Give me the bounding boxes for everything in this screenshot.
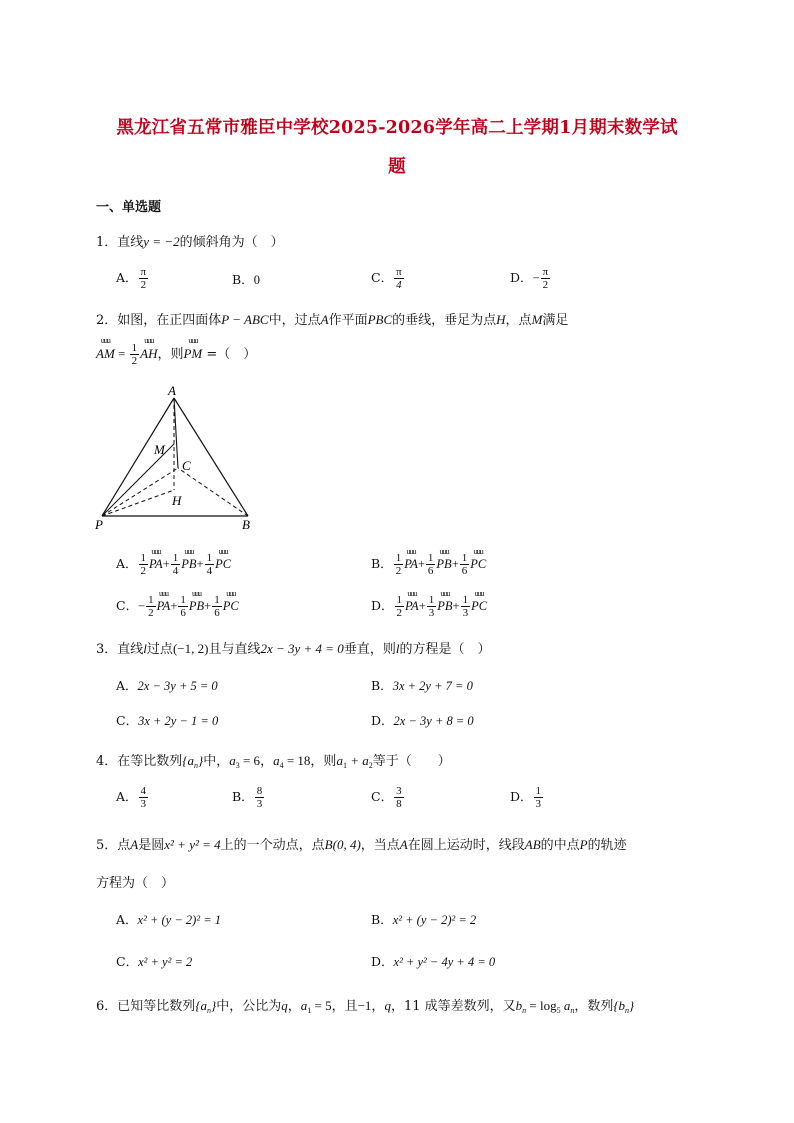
- q2-option-d[interactable]: D． $\frac{1}{2}$ uuu PA+ $\frac{1}{3}$ uuu PB+ $\frac{1}{3}$ uuu PC: [371, 594, 487, 619]
- q5-option-c[interactable]: C．x² + y² = 2: [116, 954, 193, 969]
- label-M: M: [154, 442, 165, 457]
- label-H: H: [172, 493, 182, 508]
- q4-option-c[interactable]: C． $\frac{3}{8}$: [371, 785, 402, 810]
- q1-option-c[interactable]: C． $\frac{\pi}{4}$: [371, 266, 402, 291]
- q3-option-a[interactable]: A．2x − 3y + 5 = 0: [116, 678, 218, 693]
- q4-option-b[interactable]: B． $\frac{8}{3}$: [232, 785, 263, 810]
- q2-option-b[interactable]: B． $\frac{1}{2}$ uuu PA+ $\frac{1}{6}$ uuu PB+ $\frac{1}{6}$ uuu PC: [371, 552, 486, 577]
- segment-PH: [102, 490, 174, 516]
- q1-option-d[interactable]: D．− $\frac{\pi}{2}$: [510, 266, 549, 291]
- section-heading: 一、单选题: [96, 200, 162, 215]
- q5-option-b[interactable]: B．x² + (y − 2)² = 2: [371, 912, 477, 927]
- edge-PC: [102, 468, 178, 516]
- q3-option-b[interactable]: B．3x + 2y + 7 = 0: [371, 678, 473, 693]
- label-C: C: [182, 458, 191, 473]
- question-2-line-2: uuu AM = $\frac{1}{2}$ uuu AH，则uuu PM =（ ）: [96, 342, 256, 367]
- q2-option-c[interactable]: C．− $\frac{1}{2}$ uuu PA+ $\frac{1}{6}$ uuu PB+ $\frac{1}{6}$ uuu PC: [116, 594, 239, 619]
- edge-AC: [174, 398, 178, 468]
- title-line-1: 黑龙江省五常市雅臣中学校2025-2026学年高二上学期1月期末数学试: [116, 118, 678, 138]
- q1-option-a[interactable]: A． $\frac{\pi}{2}$: [116, 266, 147, 291]
- question-4: 4．在等比数列$\{a_n\}$中，$a_3 = 6$，$a_4 = 18$，则$a_1 + a_2$等于（ ）: [96, 753, 451, 770]
- q1-option-b[interactable]: B．0: [232, 272, 260, 287]
- q2-option-a[interactable]: A． $\frac{1}{2}$ uuu PA+ $\frac{1}{4}$ uuu PB+ $\frac{1}{4}$ uuu PC: [116, 552, 231, 577]
- label-P: P: [95, 517, 103, 532]
- edge-PA: [102, 398, 174, 516]
- label-B: B: [242, 517, 250, 532]
- q4-option-d[interactable]: D． $\frac{1}{3}$: [510, 785, 542, 810]
- question-1: 1．直线y = −2的倾斜角为（ ）: [96, 234, 284, 250]
- q3-option-d[interactable]: D．2x − 3y + 8 = 0: [371, 713, 474, 728]
- tetrahedron-figure: [92, 382, 262, 534]
- q3-option-c[interactable]: C．3x + 2y − 1 = 0: [116, 713, 219, 728]
- q5-option-d[interactable]: D．x² + y² − 4y + 4 = 0: [371, 954, 496, 969]
- q4-option-a[interactable]: A． $\frac{4}{3}$: [116, 785, 147, 810]
- title-line-2: 题: [388, 157, 406, 177]
- q5-option-a[interactable]: A．x² + (y − 2)² = 1: [116, 912, 222, 927]
- question-5-line-2: 方程为（ ）: [96, 876, 175, 891]
- question-6: 6．已知等比数列$\{a_n\}$中，公比为q，$a_1 = 5$，且−1，q，11 成等差数列，又$b_n = \log_5 a_n$，数列$\{b_n\}$: [96, 998, 635, 1015]
- question-5: 5．点A是圆x² + y² = 4上的一个动点，点B(0, 4)，当点A在圆上运动时，线段AB的中点P的轨迹: [96, 837, 627, 853]
- edge-AB: [174, 398, 248, 516]
- question-3: 3．直线l过点(−1, 2)且与直线2x − 3y + 4 = 0垂直，则l的方程是（ ）: [96, 641, 491, 657]
- label-A: A: [168, 383, 176, 398]
- edge-BC: [178, 468, 248, 516]
- question-2: 2．如图，在正四面体P − ABC中，过点A作平面PBC的垂线，垂足为点H，点M满足: [96, 312, 569, 328]
